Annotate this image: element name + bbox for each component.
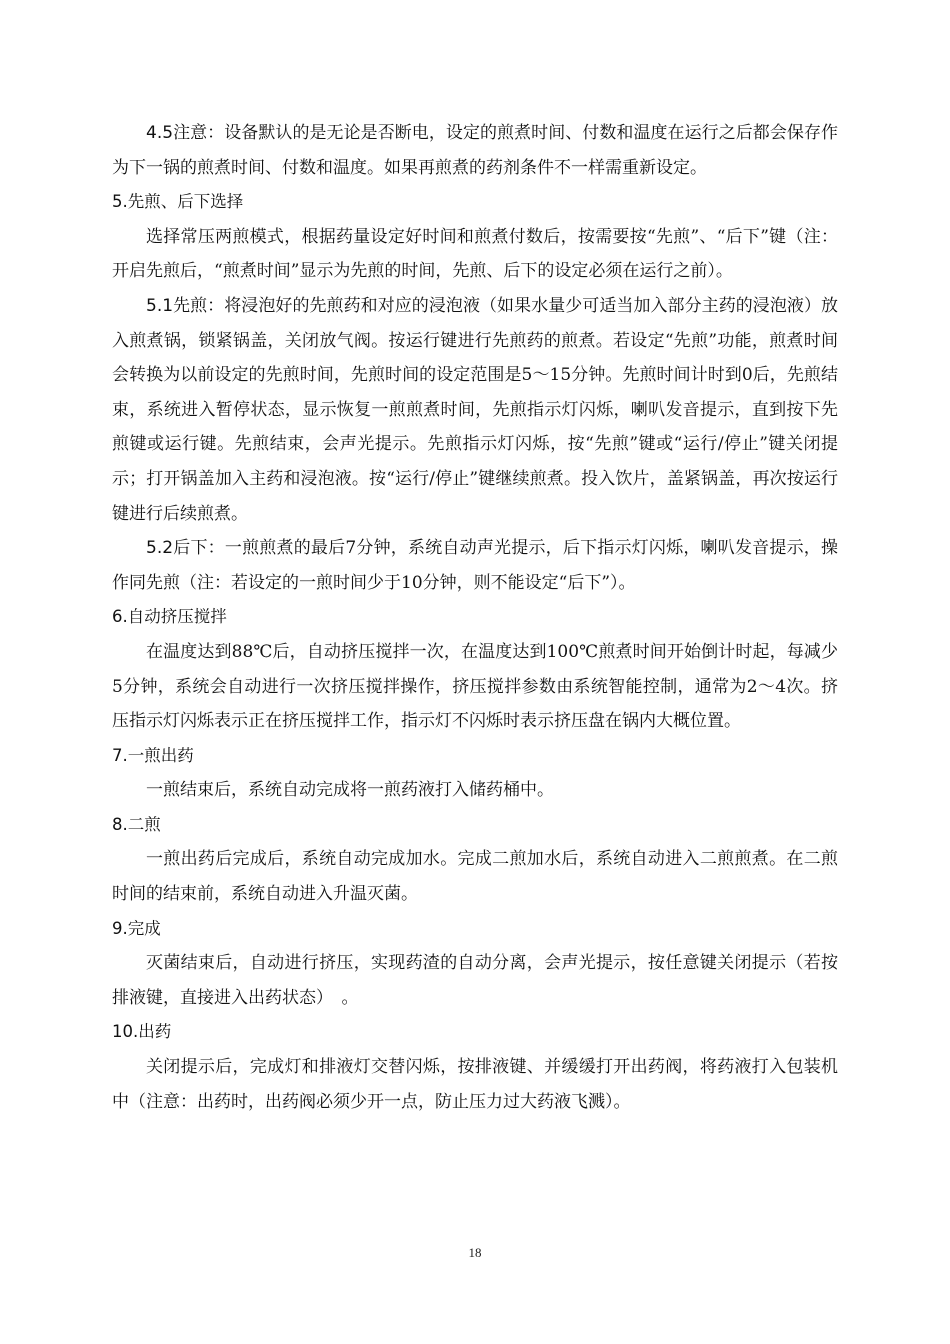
paragraph-text: 选择常压两煎模式，根据药量设定好时间和煎煮付数后，按需要按“先煎”、“后下”键（注：开启先煎后，“煎煮时间”显示为先煎的时间，先煎、后下的设定必须在运行之前）。	[112, 226, 838, 282]
paragraph-text: 一煎出药后完成后，系统自动完成加水。完成二煎加水后，系统自动进入二煎煎煮。在二煎时间的结束前，系统自动进入升温灭菌。	[112, 849, 838, 905]
section-heading: 10.出药	[112, 1022, 172, 1042]
body-paragraph	[112, 773, 838, 808]
note-paragraph	[112, 116, 838, 185]
body-paragraph	[112, 220, 838, 289]
section-heading: 8.二煎	[112, 814, 161, 834]
section-heading: 5.先煎、后下选择	[112, 192, 244, 212]
body-paragraph	[112, 1050, 838, 1119]
subsection-lead: 5.2后下：	[146, 538, 225, 559]
body-paragraph	[112, 635, 838, 739]
section-heading: 6.自动挤压搅拌	[112, 607, 227, 627]
paragraph-text: 在温度达到88℃后，自动挤压搅拌一次，在温度达到100℃煎煮时间开始倒计时起，每减少5分钟，系统会自动进行一次挤压搅拌操作，挤压搅拌参数由系统智能控制，通常为2～4次。挤压指示灯闪烁表示正在挤压搅拌工作，指示灯不闪烁时表示挤压盘在锅内大概位置。	[112, 641, 838, 732]
paragraph-text: 一煎煎煮的最后7分钟，系统自动声光提示，后下指示灯闪烁，喇叭发音提示，操作同先煎（注：若设定的一煎时间少于10分钟，则不能设定“后下”）。	[112, 538, 838, 593]
paragraph-text: 设备默认的是无论是否断电，设定的煎煮时间、付数和温度在运行之后都会保存作为下一锅的煎煮时间、付数和温度。如果再煎煮的药剂条件不一样需重新设定。	[112, 123, 839, 178]
paragraph-text: 一煎结束后，系统自动完成将一煎药液打入储药桶中。	[146, 780, 554, 801]
body-paragraph	[112, 842, 838, 911]
section-heading: 7.一煎出药	[112, 745, 194, 765]
subsection-lead: 5.1先煎：	[146, 295, 225, 316]
page-body	[112, 116, 838, 1119]
subsection-paragraph	[112, 531, 838, 600]
body-paragraph	[112, 946, 838, 1015]
paragraph-text: 灭菌结束后，自动进行挤压，实现药渣的自动分离，会声光提示，按任意键关闭提示（若按排液键，直接进入出药状态） 。	[112, 953, 838, 1008]
page-number: 18	[468, 1245, 482, 1260]
section-heading: 9.完成	[112, 918, 161, 938]
subsection-lead: 4.5注意：	[146, 123, 225, 143]
paragraph-text: 关闭提示后，完成灯和排液灯交替闪烁，按排液键、并缓缓打开出药阀，将药液打入包装机中（注意：出药时，出药阀必须少开一点，防止压力过大药液飞溅）。	[112, 1057, 838, 1112]
paragraph-text: 将浸泡好的先煎药和对应的浸泡液（如果水量少可适当加入部分主药的浸泡液）放入煎煮锅，锁紧锅盖，关闭放气阀。按运行键进行先煎药的煎煮。若设定“先煎”功能，煎煮时间会转换为以前设定的先煎时间，先煎时间的设定范围是5～15分钟。先煎时间计时到0后，先煎结束，系统进入暂停状态，显示恢复一煎煎煮时间，先煎指示灯闪烁，喇叭发音提示，直到按下先煎键或运行键。先煎结束，会声光提示。先煎指示灯闪烁，按“先煎”键或“运行/停止”键关闭提示；打开锅盖加入主药和浸泡液。按“运行/停止”键继续煎煮。投入饮片，盖紧锅盖，再次按运行键进行后续煎煮。	[112, 295, 839, 524]
subsection-paragraph	[112, 289, 838, 531]
